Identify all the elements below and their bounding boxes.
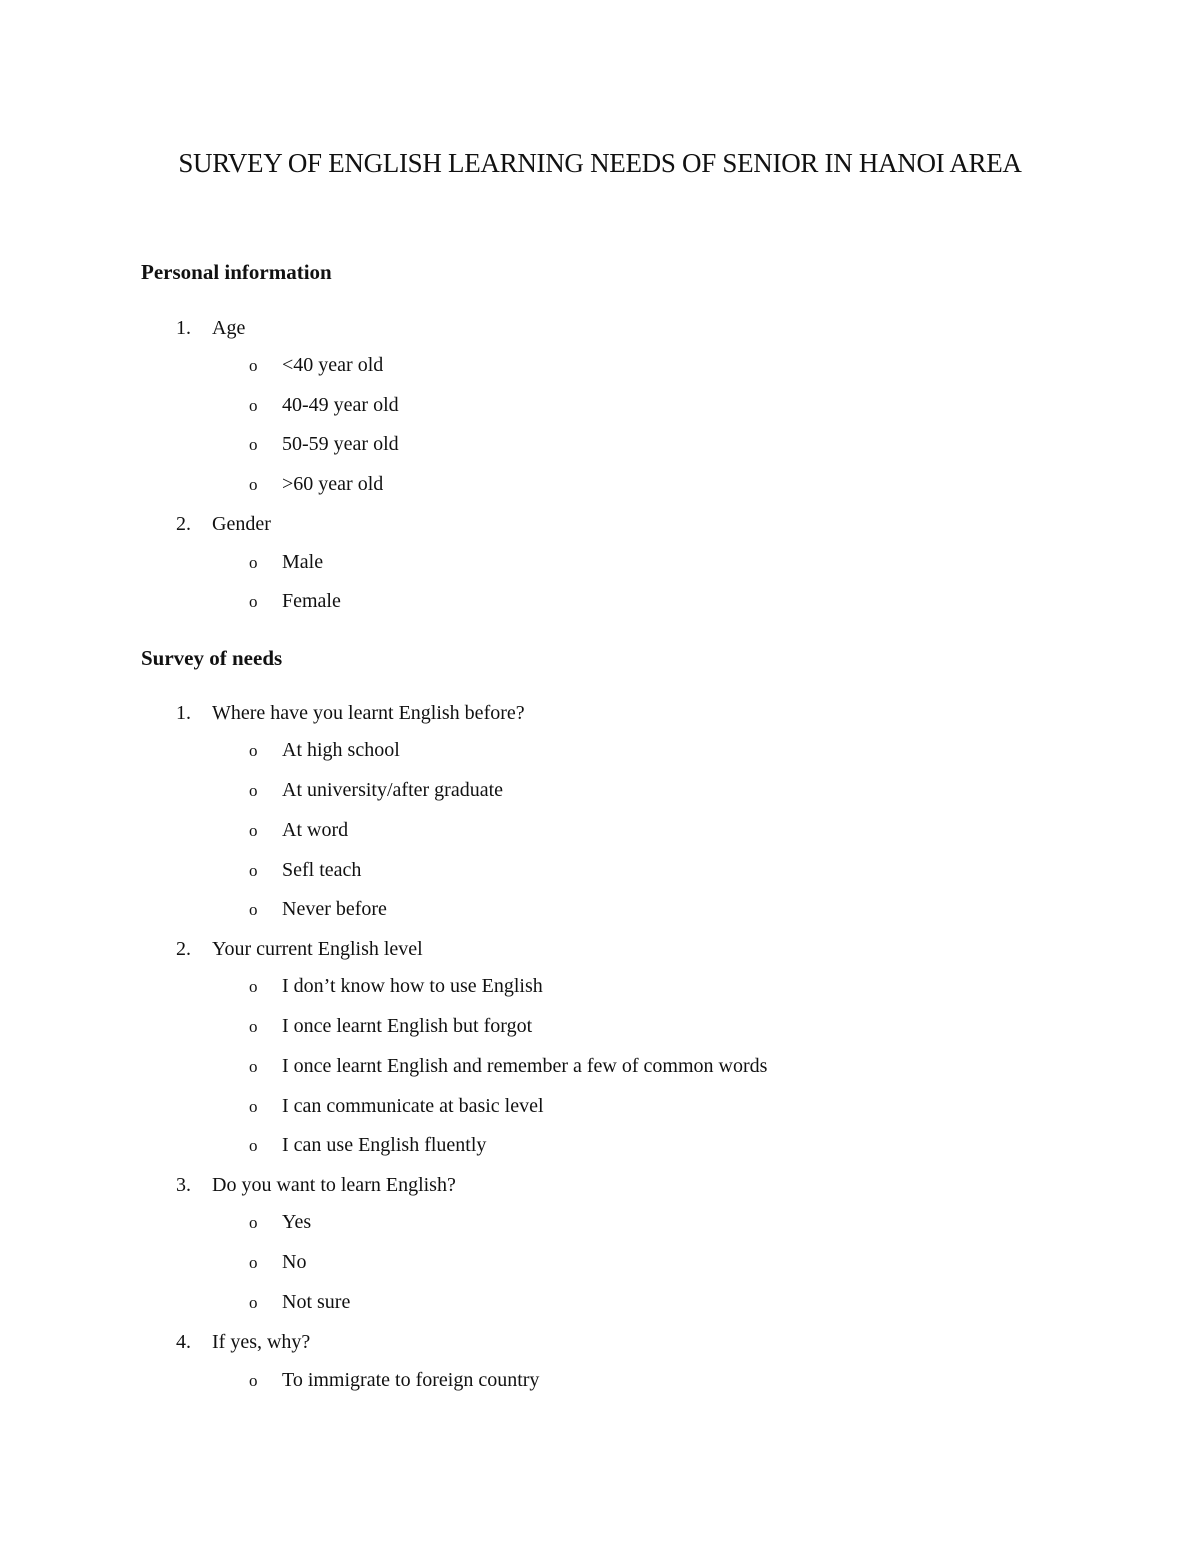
question-number: 2.: [176, 513, 191, 535]
question-gender: [176, 511, 271, 537]
circle-bullet-icon: o: [249, 1097, 258, 1116]
section-heading-personal-information: Personal information: [141, 260, 332, 284]
question-text: Age: [212, 317, 246, 339]
question-where-learnt: [176, 700, 525, 726]
option-item[interactable]: [249, 1053, 767, 1080]
question-text: Gender: [212, 513, 271, 535]
option-label: Female: [282, 590, 341, 612]
option-label: Never before: [282, 898, 387, 920]
option-label: At word: [282, 819, 349, 841]
question-current-level: [176, 936, 423, 962]
option-item[interactable]: [249, 817, 348, 844]
option-label: At university/after graduate: [282, 779, 504, 801]
option-label: At high school: [282, 739, 400, 761]
question-want-to-learn: [176, 1172, 456, 1198]
option-item[interactable]: [249, 588, 341, 615]
question-age: [176, 315, 245, 341]
option-item[interactable]: [249, 1093, 544, 1120]
circle-bullet-icon: o: [249, 821, 258, 840]
circle-bullet-icon: o: [249, 900, 258, 919]
option-label: To immigrate to foreign country: [282, 1369, 540, 1391]
circle-bullet-icon: o: [249, 592, 258, 611]
option-item[interactable]: [249, 471, 383, 498]
option-item[interactable]: [249, 1209, 311, 1236]
circle-bullet-icon: o: [249, 475, 258, 494]
option-item[interactable]: [249, 896, 387, 923]
option-label: No: [282, 1251, 307, 1273]
circle-bullet-icon: o: [249, 1253, 258, 1272]
option-item[interactable]: [249, 392, 399, 419]
option-item[interactable]: [249, 1249, 306, 1276]
circle-bullet-icon: o: [249, 1057, 258, 1076]
document-title: SURVEY OF ENGLISH LEARNING NEEDS OF SENIOR IN HANOI AREA: [178, 148, 1022, 178]
circle-bullet-icon: o: [249, 1213, 258, 1232]
circle-bullet-icon: o: [249, 1371, 258, 1390]
option-item[interactable]: [249, 1132, 486, 1159]
option-item[interactable]: [249, 1013, 532, 1040]
circle-bullet-icon: o: [249, 977, 258, 996]
question-text: Do you want to learn English?: [212, 1174, 456, 1196]
option-label: Yes: [282, 1211, 312, 1233]
circle-bullet-icon: o: [249, 1293, 258, 1312]
option-label: >60 year old: [282, 473, 384, 495]
option-item[interactable]: [249, 431, 399, 458]
option-label: Male: [282, 551, 324, 573]
question-number: 1.: [176, 317, 191, 339]
option-item[interactable]: [249, 1289, 350, 1316]
option-label: I once learnt English and remember a few of common words: [282, 1055, 768, 1077]
question-text: Your current English level: [212, 938, 423, 960]
question-number: 4.: [176, 1331, 191, 1353]
circle-bullet-icon: o: [249, 396, 258, 415]
circle-bullet-icon: o: [249, 861, 258, 880]
option-item[interactable]: [249, 1367, 539, 1394]
question-text: If yes, why?: [212, 1331, 311, 1353]
circle-bullet-icon: o: [249, 1136, 258, 1155]
option-label: Not sure: [282, 1291, 351, 1313]
circle-bullet-icon: o: [249, 553, 258, 572]
question-number: 2.: [176, 938, 191, 960]
section-heading-survey-of-needs: Survey of needs: [141, 646, 283, 670]
option-label: <40 year old: [282, 354, 384, 376]
question-text: Where have you learnt English before?: [212, 702, 525, 724]
option-item[interactable]: [249, 737, 400, 764]
option-item[interactable]: [249, 973, 543, 1000]
circle-bullet-icon: o: [249, 356, 258, 375]
question-number: 1.: [176, 702, 191, 724]
option-label: 50-59 year old: [282, 433, 399, 455]
option-item[interactable]: [249, 777, 503, 804]
question-if-yes-why: [176, 1329, 310, 1355]
option-label: 40-49 year old: [282, 394, 399, 416]
circle-bullet-icon: o: [249, 435, 258, 454]
option-label: I don’t know how to use English: [282, 975, 543, 997]
circle-bullet-icon: o: [249, 741, 258, 760]
option-label: I can communicate at basic level: [282, 1095, 544, 1117]
option-item[interactable]: [249, 857, 361, 884]
option-item[interactable]: [249, 549, 323, 576]
option-item[interactable]: [249, 352, 383, 379]
question-number: 3.: [176, 1174, 191, 1196]
circle-bullet-icon: o: [249, 781, 258, 800]
option-label: Sefl teach: [282, 859, 362, 881]
circle-bullet-icon: o: [249, 1017, 258, 1036]
option-label: I once learnt English but forgot: [282, 1015, 533, 1037]
option-label: I can use English fluently: [282, 1134, 487, 1156]
